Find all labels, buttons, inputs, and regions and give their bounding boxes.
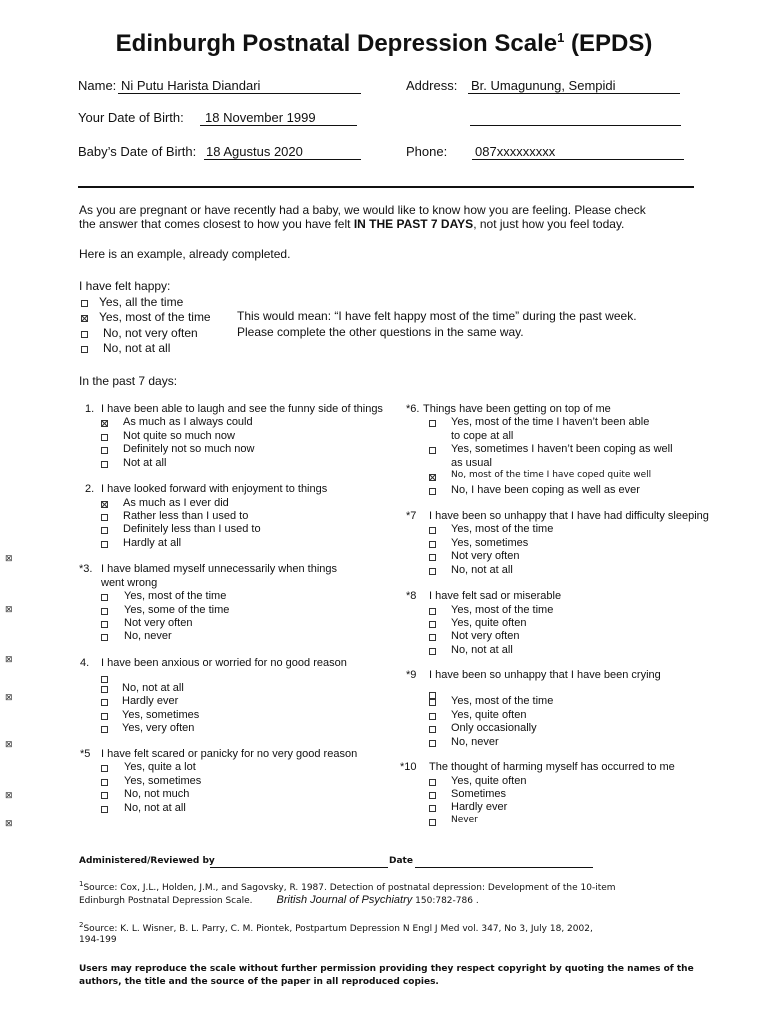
example-option-checkbox[interactable]: [81, 346, 88, 353]
gutter-check-mark: ⊠: [5, 790, 13, 800]
question-text: I have looked forward with enjoyment to things: [101, 483, 328, 495]
answer-label: Yes, very often: [122, 722, 195, 734]
answer-label-continued: as usual: [451, 457, 492, 469]
address-line2-underline[interactable]: [470, 125, 681, 126]
usage-note-line-2: authors, the title and the source of the paper in all reproduced copies.: [79, 977, 439, 987]
dob-value[interactable]: 18 November 1999: [205, 110, 316, 125]
answer-label: Only occasionally: [451, 722, 537, 734]
answer-checkbox[interactable]: [101, 594, 108, 601]
answer-label: Yes, most of the time: [451, 695, 554, 707]
source-1-line-1: $^1$Source: Cox, J.L., Holden, J.M., and Sagovsky, R. 1987. Detection of postnatal depression: Development of the 10-item: [79, 880, 616, 893]
answer-checkbox[interactable]: [429, 692, 436, 699]
answer-checkbox[interactable]: [101, 447, 108, 454]
answer-label: Hardly at all: [123, 537, 182, 549]
administered-label: Administered/Reviewed by: [79, 856, 215, 866]
example-option-label: Yes, most of the time: [99, 310, 211, 324]
answer-label: Yes, most of the time: [124, 590, 227, 602]
answer-label: As much as I ever did: [123, 497, 229, 509]
answer-checkbox[interactable]: [101, 514, 108, 521]
question-text: I have been so unhappy that I have had difficulty sleeping: [429, 510, 709, 522]
answer-label: Yes, quite a lot: [124, 761, 196, 773]
question-number: *10: [400, 761, 417, 773]
gutter-check-mark: ⊠: [5, 654, 13, 664]
answer-checkbox[interactable]: [101, 765, 108, 772]
answer-checkbox[interactable]: [101, 686, 108, 693]
header-divider: [78, 186, 694, 188]
answer-label: Not at all: [123, 457, 167, 469]
answer-label: Definitely not so much now: [123, 443, 255, 455]
answer-label: Rather less than I used to: [123, 510, 249, 522]
answer-checkbox[interactable]: [101, 634, 108, 641]
answer-label-continued: to cope at all: [451, 430, 514, 442]
usage-note-line-1: Users may reproduce the scale without further permission providing they respect copyright by quoting the names of the: [79, 964, 694, 974]
answer-label: Yes, some of the time: [124, 604, 230, 616]
answer-label: Yes, quite often: [451, 775, 527, 787]
source-1-line-2: Edinburgh Postnatal Depression Scale. British Journal of Psychiatry 150:782-786 .: [79, 894, 479, 906]
answer-checkbox[interactable]: [429, 779, 436, 786]
answer-checkbox[interactable]: [101, 527, 108, 534]
answer-label: Yes, sometimes: [451, 537, 529, 549]
question-text: I have been able to laugh and see the funny side of things: [101, 403, 383, 415]
answer-label: No, never: [124, 630, 172, 642]
phone-value[interactable]: 087xxxxxxxxx: [475, 144, 556, 159]
answer-checkbox[interactable]: [429, 819, 436, 826]
answer-checkbox[interactable]: [429, 474, 436, 481]
answer-checkbox[interactable]: [429, 792, 436, 799]
question-text: I have been anxious or worried for no good reason: [101, 657, 347, 669]
answer-checkbox[interactable]: [101, 792, 108, 799]
example-option-label: No, not very often: [103, 326, 198, 340]
answer-label: Not very often: [124, 617, 193, 629]
answer-label: Yes, quite often: [451, 709, 527, 721]
answer-checkbox[interactable]: [101, 806, 108, 813]
answer-checkbox[interactable]: [101, 501, 108, 508]
answer-checkbox[interactable]: [429, 554, 436, 561]
example-option-checkbox[interactable]: [81, 315, 88, 322]
answer-checkbox[interactable]: [429, 420, 436, 427]
baby-dob-label: Baby’s Date of Birth:: [78, 144, 197, 159]
answer-checkbox[interactable]: [101, 434, 108, 441]
answer-label: Not quite so much now: [123, 430, 235, 442]
question-number: *8: [406, 590, 417, 602]
answer-label: As much as I always could: [123, 416, 253, 428]
gutter-check-mark: ⊠: [5, 553, 13, 563]
question-number: 2.: [85, 483, 95, 495]
answer-label: Sometimes: [451, 788, 507, 800]
question-number: 1.: [85, 403, 95, 415]
question-number: *5: [80, 748, 91, 760]
gutter-check-mark: ⊠: [5, 739, 13, 749]
question-text: I have blamed myself unnecessarily when things: [101, 563, 338, 575]
question-number: *3.: [79, 563, 93, 575]
answer-label: Yes, most of the time I haven’t been able: [451, 416, 650, 428]
gutter-check-mark: ⊠: [5, 604, 13, 614]
example-option-checkbox[interactable]: [81, 300, 88, 307]
answer-label: No, not much: [124, 788, 190, 800]
name-label: Name:: [78, 78, 117, 93]
answer-checkbox[interactable]: [429, 648, 436, 655]
intro-line-1: As you are pregnant or have recently had a baby, we would like to know how you are feeling. Please check: [79, 203, 646, 217]
example-option-checkbox[interactable]: [81, 331, 88, 338]
date-label: Date: [389, 856, 413, 866]
answer-label: No, not at all: [124, 802, 186, 814]
answer-label: No, I have been coping as well as ever: [451, 484, 640, 496]
dob-underline: [200, 125, 357, 126]
question-number: *7: [406, 510, 417, 522]
answer-checkbox[interactable]: [429, 488, 436, 495]
phone-label: Phone:: [406, 144, 448, 159]
question-text: The thought of harming myself has occurred to me: [429, 761, 675, 773]
source-2-line-2: 194-199: [79, 935, 117, 945]
date-underline[interactable]: [415, 867, 593, 868]
answer-checkbox[interactable]: [429, 608, 436, 615]
answer-checkbox[interactable]: [101, 726, 108, 733]
address-underline: [468, 93, 680, 94]
past-7-days-heading: In the past 7 days:: [79, 374, 178, 388]
example-meaning-2: Please complete the other questions in the same way.: [237, 325, 524, 339]
answer-label: Not very often: [451, 550, 520, 562]
answer-checkbox[interactable]: [429, 541, 436, 548]
answer-checkbox[interactable]: [429, 699, 436, 706]
name-underline: [118, 93, 361, 94]
address-label: Address:: [406, 78, 458, 93]
gutter-check-mark: ⊠: [5, 692, 13, 702]
answer-checkbox[interactable]: [101, 699, 108, 706]
answer-label: Hardly ever: [451, 801, 508, 813]
example-option-label: No, not at all: [103, 341, 171, 355]
answer-label: Hardly ever: [122, 695, 179, 707]
answer-label: No, not at all: [122, 682, 184, 694]
baby-dob-value[interactable]: 18 Agustus 2020: [206, 144, 303, 159]
phone-underline: [472, 159, 684, 160]
address-value[interactable]: Br. Umagunung, Sempidi: [471, 78, 616, 93]
answer-checkbox[interactable]: [429, 527, 436, 534]
answer-label: No, not at all: [451, 644, 513, 656]
answer-checkbox[interactable]: [101, 461, 108, 468]
question-number: *9: [406, 669, 417, 681]
answer-label: Yes, most of the time: [451, 604, 554, 616]
answer-checkbox[interactable]: [101, 779, 108, 786]
administered-underline[interactable]: [210, 867, 388, 868]
answer-label: Yes, most of the time: [451, 523, 554, 535]
answer-checkbox[interactable]: [429, 805, 436, 812]
answer-checkbox[interactable]: [101, 621, 108, 628]
example-question: I have felt happy:: [79, 279, 171, 293]
question-text: I have been so unhappy that I have been crying: [429, 669, 661, 681]
answer-label: Yes, sometimes: [122, 709, 200, 721]
answer-label: Never: [451, 815, 478, 825]
example-meaning-1: This would mean: “I have felt happy most of the time” during the past week.: [237, 309, 637, 323]
answer-checkbox[interactable]: [429, 726, 436, 733]
dob-label: Your Date of Birth:: [78, 110, 184, 125]
question-text: Things have been getting on top of me: [423, 403, 611, 415]
name-value[interactable]: Ni Putu Harista Diandari: [121, 78, 261, 93]
answer-checkbox[interactable]: [429, 447, 436, 454]
question-text-continued: went wrong: [101, 577, 158, 589]
page-title: Edinburgh Postnatal Depression Scale$^1$ (EPDS): [115, 30, 653, 57]
answer-label: No, not at all: [451, 564, 513, 576]
answer-label: Definitely less than I used to: [123, 523, 261, 535]
intro-line-2: the answer that comes closest to how you have felt IN THE PAST 7 DAYS, not just how you feel today.: [79, 217, 625, 231]
answer-label: No, most of the time I have coped quite well: [451, 470, 652, 480]
answer-checkbox[interactable]: [429, 568, 436, 575]
answer-checkbox[interactable]: [429, 740, 436, 747]
answer-label: No, never: [451, 736, 499, 748]
answer-label: Yes, sometimes I haven’t been coping as well: [451, 443, 673, 455]
question-number: 4.: [80, 657, 90, 669]
answer-label: Not very often: [451, 630, 520, 642]
example-intro: Here is an example, already completed.: [79, 247, 291, 261]
question-number: *6.: [406, 403, 420, 415]
example-option-label: Yes, all the time: [99, 295, 184, 309]
answer-checkbox[interactable]: [429, 634, 436, 641]
gutter-check-mark: ⊠: [5, 818, 13, 828]
answer-checkbox[interactable]: [101, 420, 108, 427]
source-2-line-1: $^2$Source: K. L. Wisner, B. L. Parry, C. M. Piontek, Postpartum Depression N Engl J Med vol. 347, No 3, July 18, 2002,: [79, 921, 593, 934]
answer-checkbox[interactable]: [101, 541, 108, 548]
answer-checkbox[interactable]: [429, 713, 436, 720]
baby-dob-underline: [204, 159, 361, 160]
answer-label: Yes, sometimes: [124, 775, 202, 787]
answer-checkbox[interactable]: [101, 676, 108, 683]
answer-checkbox[interactable]: [101, 713, 108, 720]
answer-checkbox[interactable]: [101, 608, 108, 615]
answer-label: Yes, quite often: [451, 617, 527, 629]
question-text: I have felt sad or miserable: [429, 590, 562, 602]
answer-checkbox[interactable]: [429, 621, 436, 628]
question-text: I have felt scared or panicky for no very good reason: [101, 748, 358, 760]
